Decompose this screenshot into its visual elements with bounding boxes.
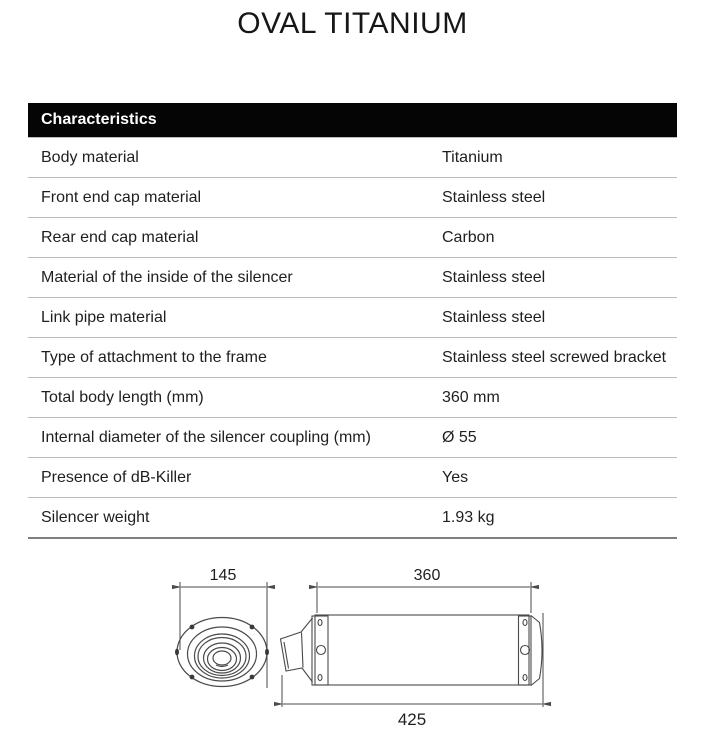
row-label: Silencer weight	[41, 508, 150, 526]
characteristics-table	[28, 103, 677, 539]
table-row	[28, 257, 677, 297]
row-label: Presence of dB-Killer	[41, 468, 192, 486]
row-value: Yes	[442, 468, 469, 486]
row-label: Link pipe material	[41, 308, 167, 326]
row-value: Stainless steel screwed bracket	[442, 348, 667, 366]
row-label: Rear end cap material	[41, 228, 199, 246]
silencer-line-drawing	[0, 555, 705, 741]
dimension-label-360: 360	[413, 567, 441, 584]
front-view-rivets	[175, 625, 269, 680]
row-value: Ø 55	[442, 428, 477, 446]
page-title: OVAL TITANIUM	[237, 7, 468, 40]
table-header: Characteristics	[28, 103, 677, 137]
row-value: 360 mm	[442, 388, 500, 406]
row-value: Stainless steel	[442, 308, 546, 326]
silencer-body	[315, 615, 529, 685]
table-row	[28, 377, 677, 417]
row-value: 1.93 kg	[442, 508, 495, 526]
row-label: Body material	[41, 148, 139, 166]
table-row	[28, 137, 677, 177]
row-value: Carbon	[442, 228, 495, 246]
row-label: Type of attachment to the frame	[41, 348, 267, 366]
table-row	[28, 337, 677, 377]
outlet-ellipse	[213, 651, 231, 665]
table-row	[28, 297, 677, 337]
table-row	[28, 417, 677, 457]
row-label: Material of the inside of the silencer	[41, 268, 293, 286]
row-value: Stainless steel	[442, 188, 546, 206]
technical-drawing	[0, 555, 705, 741]
row-label: Total body length (mm)	[41, 388, 204, 406]
table-row	[28, 497, 677, 537]
total-dimension-425	[282, 613, 543, 707]
body-dimension-360	[317, 582, 531, 613]
row-label: Internal diameter of the silencer coupling (mm)	[41, 428, 371, 446]
row-value: Stainless steel	[442, 268, 546, 286]
rear-end-cap	[531, 616, 542, 686]
table-row	[28, 177, 677, 217]
row-value: Titanium	[442, 148, 503, 166]
table-row	[28, 217, 677, 257]
dimension-label-425: 425	[397, 710, 427, 729]
front-view-dimension-145	[180, 582, 267, 688]
silencer-side-view	[281, 615, 543, 686]
dimension-label-145: 145	[209, 567, 237, 584]
table-row	[28, 457, 677, 497]
row-label: Front end cap material	[41, 188, 202, 206]
